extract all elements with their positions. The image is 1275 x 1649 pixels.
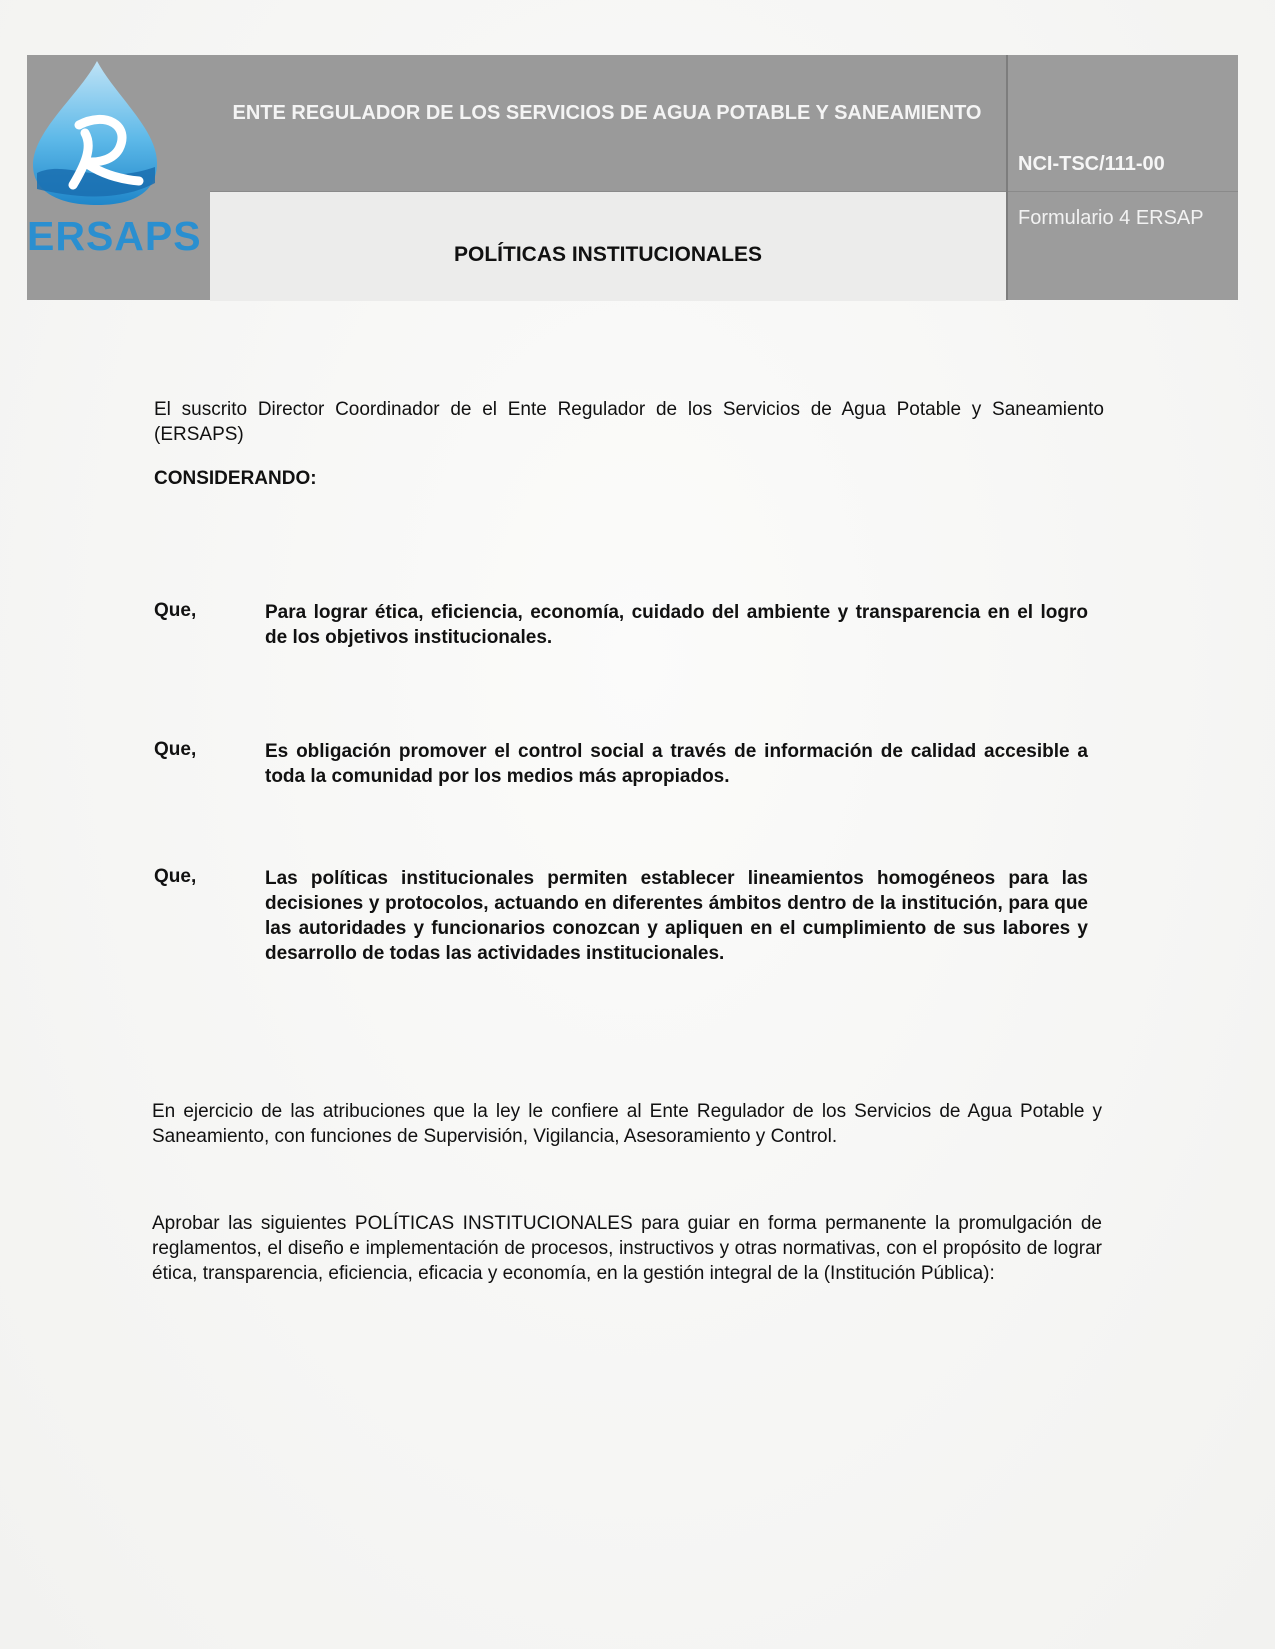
que-label-3: Que, bbox=[154, 866, 197, 887]
organization-name: ENTE REGULADOR DE LOS SERVICIOS DE AGUA POTABLE Y SANEAMIENTO bbox=[232, 102, 982, 124]
ersaps-logo bbox=[27, 55, 210, 300]
approve-paragraph: Aprobar las siguientes POLÍTICAS INSTITUCIONALES para guiar en forma permanente la promulgación de reglamentos, el diseño e implementación de procesos, instructivos y otras normativas, con el propósito de lograr ética, transparencia, eficiencia, eficacia y economía, en la gestión integral de la (Institución Pública): bbox=[152, 1213, 1102, 1284]
considerando-heading: CONSIDERANDO: bbox=[154, 468, 317, 489]
exercise-paragraph: En ejercicio de las atribuciones que la ley le confiere al Ente Regulador de los Servicios de Agua Potable y Saneamiento, con funciones de Supervisión, Vigilancia, Asesoramiento y Control. bbox=[152, 1101, 1102, 1147]
water-drop-icon bbox=[27, 55, 210, 300]
header-code-panel bbox=[1006, 55, 1238, 300]
que-label-2: Que, bbox=[154, 739, 197, 760]
que-text-3: Las políticas institucionales permiten establecer lineamientos homogéneos para las decisiones y protocolos, actuando en diferentes ámbitos dentro de la institución, para que las autoridades y funcionarios conozcan y apliquen en el cumplimiento de sus labores y desarrollo de todas las actividades institucionales. bbox=[265, 868, 1088, 964]
que-text-2: Es obligación promover el control social a través de información de calidad accesible a toda la comunidad por los medios más apropiados. bbox=[265, 741, 1088, 787]
que-label-1: Que, bbox=[154, 600, 197, 621]
intro-paragraph: El suscrito Director Coordinador de el Ente Regulador de los Servicios de Agua Potable y Saneamiento (ERSAPS) bbox=[154, 399, 1104, 445]
que-text-1: Para lograr ética, eficiencia, economía, cuidado del ambiente y transparencia en el logro de los objetivos institucionales. bbox=[265, 602, 1088, 648]
document-title: POLÍTICAS INSTITUCIONALES bbox=[453, 243, 762, 266]
header-code-divider bbox=[1008, 191, 1238, 192]
logo-text: ERSAPS bbox=[27, 213, 202, 259]
document-header bbox=[27, 55, 1236, 300]
form-label: Formulario 4 ERSAP bbox=[1018, 207, 1204, 229]
document-code: NCI-TSC/111-00 bbox=[1018, 153, 1165, 175]
